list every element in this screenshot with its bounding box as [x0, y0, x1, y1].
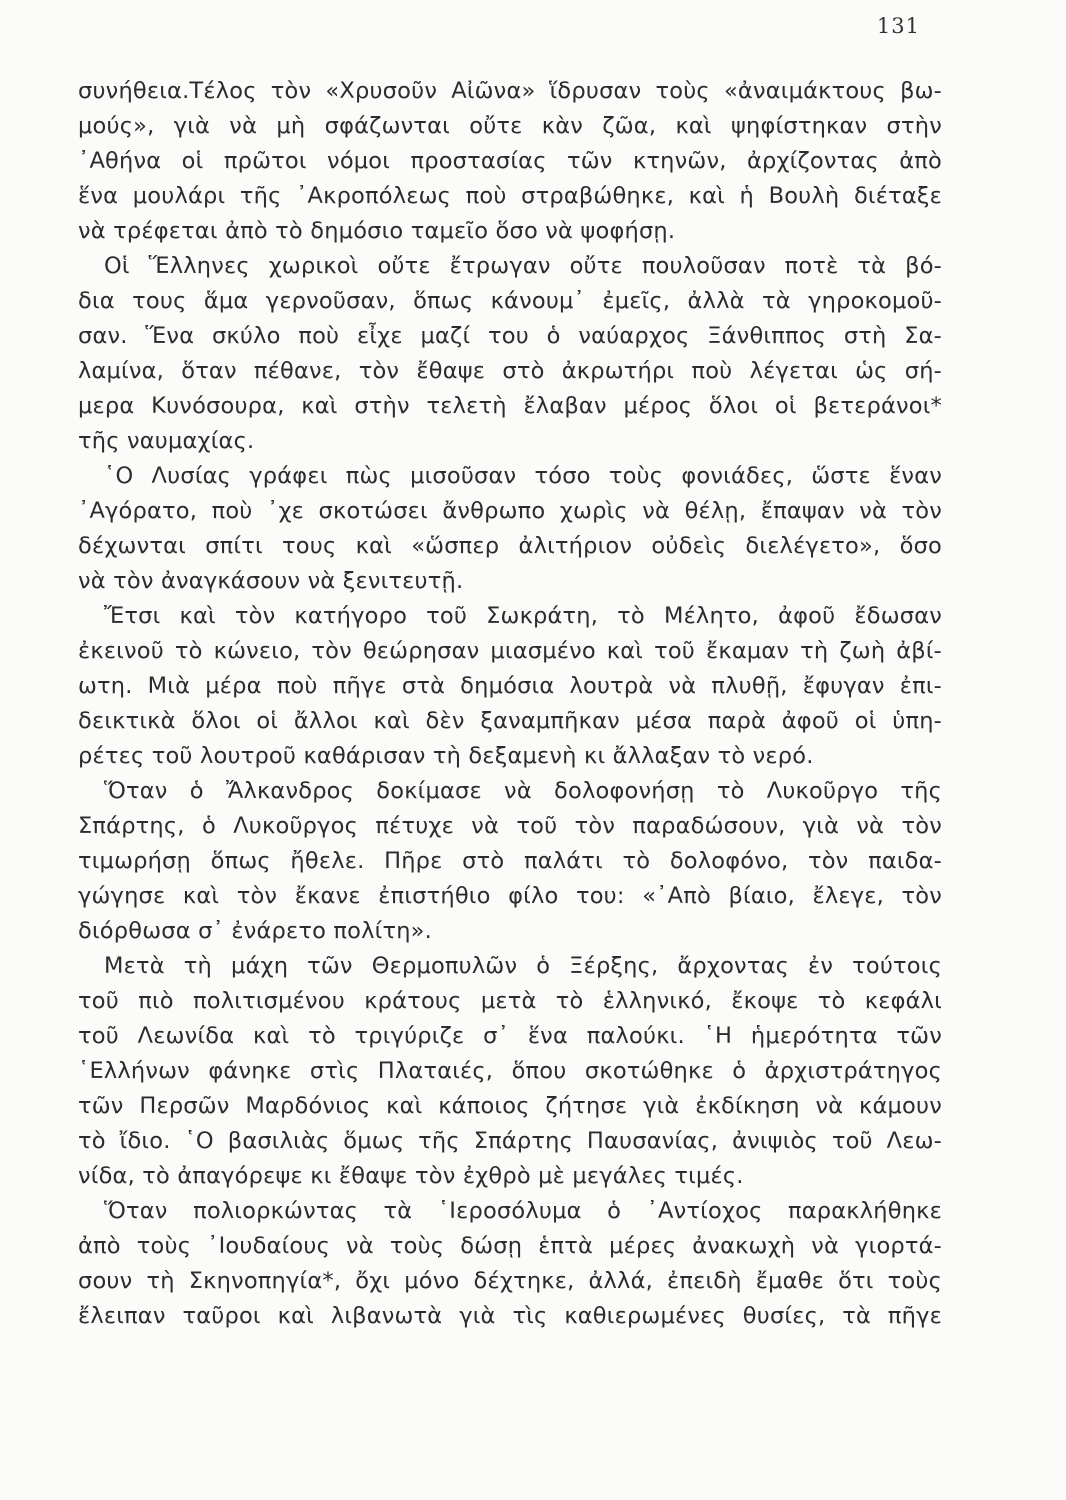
text-line: ῾Ο Λυσίας γράφει πὼς μισοῦσαν τόσο τοὺς φονιάδες, ὥστε ἕναν	[104, 463, 942, 489]
text-line: σαν. Ἕνα σκύλο ποὺ εἶχε μαζί του ὁ ναύαρχος Ξάνθιππος στὴ Σα-	[78, 323, 942, 349]
text-line: δεικτικὰ ὅλοι οἱ ἄλλοι καὶ δὲν ξαναμπῆκαν μέσα παρὰ ἀφοῦ οἱ ὑπη-	[78, 708, 942, 734]
text-line: Μετὰ τὴ μάχη τῶν Θερμοπυλῶν ὁ Ξέρξης, ἄρχοντας ἐν τούτοις	[104, 953, 942, 979]
text-line: ἔλειπαν ταῦροι καὶ λιβανωτὰ γιὰ τὶς καθιερωμένες θυσίες, τὰ πῆγε	[78, 1303, 942, 1329]
text-line: συνήθεια.Τέλος τὸν «Χρυσοῦν Αἰῶνα» ἵδρυσαν τοὺς «ἀναιμάκτους βω-	[78, 78, 942, 104]
text-line: τοῦ Λεωνίδα καὶ τὸ τριγύριζε σ᾿ ἕνα παλούκι. ῾Η ἡμερότητα τῶν	[78, 1023, 942, 1049]
text-line: τῆς ναυμαχίας.	[78, 428, 255, 454]
text-line: νίδα, τὸ ἀπαγόρεψε κι ἔθαψε τὸν ἐχθρὸ μὲ μεγάλες τιμές.	[78, 1163, 744, 1189]
paragraph	[78, 949, 942, 1194]
text-line: σουν τὴ Σκηνοπηγία*, ὄχι μόνο δέχτηκε, ἀλλά, ἐπειδὴ ἔμαθε ὅτι τοὺς	[78, 1268, 942, 1294]
text-line: δια τους ἅμα γερνοῦσαν, ὅπως κάνουμ᾿ ἐμεῖς, ἀλλὰ τὰ γηροκομοῦ-	[78, 288, 942, 314]
text-line: Σπάρτης, ὁ Λυκοῦργος πέτυχε νὰ τοῦ τὸν παραδώσουν, γιὰ νὰ τὸν	[78, 813, 942, 839]
page-number: 131	[876, 14, 920, 38]
paragraph	[78, 1194, 942, 1334]
text-line: ἀπὸ τοὺς ᾿Ιουδαίους νὰ τοὺς δώσῃ ἑπτὰ μέρες ἀνακωχὴ νὰ γιορτά-	[78, 1233, 942, 1259]
text-line: ᾿Αθήνα οἱ πρῶτοι νόμοι προστασίας τῶν κτηνῶν, ἀρχίζοντας ἀπὸ	[78, 148, 942, 174]
text-line: τῶν Περσῶν Μαρδόνιος καὶ κάποιος ζήτησε γιὰ ἐκδίκηση νὰ κάμουν	[78, 1093, 942, 1119]
text-line: τοῦ πιὸ πολιτισμένου κράτους μετὰ τὸ ἑλληνικό, ἔκοψε τὸ κεφάλι	[78, 988, 942, 1014]
text-line: Ὅταν ὁ Ἄλκανδρος δοκίμασε νὰ δολοφονήσῃ τὸ Λυκοῦργο τῆς	[104, 778, 942, 804]
text-line: Ὅταν πολιορκώντας τὰ ῾Ιεροσόλυμα ὁ ᾿Αντίοχος παρακλήθηκε	[104, 1198, 942, 1224]
body-text	[78, 74, 942, 1334]
text-line: ἕνα μουλάρι τῆς ᾿Ακροπόλεως ποὺ στραβώθηκε, καὶ ἡ Βουλὴ διέταξε	[78, 183, 942, 209]
text-line: γώγησε καὶ τὸν ἔκανε ἐπιστήθιο φίλο του: «᾿Απὸ βίαιο, ἔλεγε, τὸν	[78, 883, 942, 909]
text-line: λαμίνα, ὅταν πέθανε, τὸν ἔθαψε στὸ ἀκρωτήρι ποὺ λέγεται ὡς σή-	[78, 358, 942, 384]
text-line: διόρθωσα σ᾿ ἐνάρετο πολίτη».	[78, 918, 432, 944]
text-line: δέχωνται σπίτι τους καὶ «ὥσπερ ἀλιτήριον οὐδεὶς διελέγετο», ὅσο	[78, 533, 942, 559]
text-line: μερα Κυνόσουρα, καὶ στὴν τελετὴ ἔλαβαν μέρος ὅλοι οἱ βετεράνοι*	[78, 393, 942, 419]
paragraph	[78, 599, 942, 774]
paragraph	[78, 249, 942, 459]
text-line: νὰ τὸν ἀναγκάσουν νὰ ξενιτευτῇ.	[78, 568, 464, 594]
paragraph	[78, 459, 942, 599]
text-line: τὸ ἴδιο. ῾Ο βασιλιὰς ὅμως τῆς Σπάρτης Παυσανίας, ἀνιψιὸς τοῦ Λεω-	[78, 1128, 942, 1154]
text-line: ῾Ελλήνων φάνηκε στὶς Πλαταιές, ὅπου σκοτώθηκε ὁ ἀρχιστράτηγος	[78, 1058, 942, 1084]
text-line: ᾿Αγόρατο, ποὺ ᾿χε σκοτώσει ἄνθρωπο χωρὶς νὰ θέλῃ, ἔπαψαν νὰ τὸν	[78, 498, 942, 524]
text-line: ἐκεινοῦ τὸ κώνειο, τὸν θεώρησαν μιασμένο καὶ τοῦ ἔκαμαν τὴ ζωὴ ἀβί-	[78, 638, 942, 664]
text-line: Ἔτσι καὶ τὸν κατήγορο τοῦ Σωκράτη, τὸ Μέλητο, ἀφοῦ ἔδωσαν	[104, 603, 942, 629]
text-line: τιμωρήσῃ ὅπως ἤθελε. Πῆρε στὸ παλάτι τὸ δολοφόνο, τὸν παιδα-	[78, 848, 942, 874]
paragraph	[78, 774, 942, 949]
text-line: Οἱ Ἕλληνες χωρικοὶ οὔτε ἔτρωγαν οὔτε πουλοῦσαν ποτὲ τὰ βό-	[104, 253, 942, 279]
text-line: μούς», γιὰ νὰ μὴ σφάζωνται οὔτε κὰν ζῶα, καὶ ψηφίστηκαν στὴν	[78, 113, 942, 139]
text-line: ρέτες τοῦ λουτροῦ καθάρισαν τὴ δεξαμενὴ κι ἄλλαξαν τὸ νερό.	[78, 743, 814, 769]
text-line: νὰ τρέφεται ἀπὸ τὸ δημόσιο ταμεῖο ὅσο νὰ ψοφήσῃ.	[78, 218, 676, 244]
paragraph	[78, 74, 942, 249]
text-line: ωτη. Μιὰ μέρα ποὺ πῆγε στὰ δημόσια λουτρὰ νὰ πλυθῇ, ἔφυγαν ἐπι-	[78, 673, 942, 699]
